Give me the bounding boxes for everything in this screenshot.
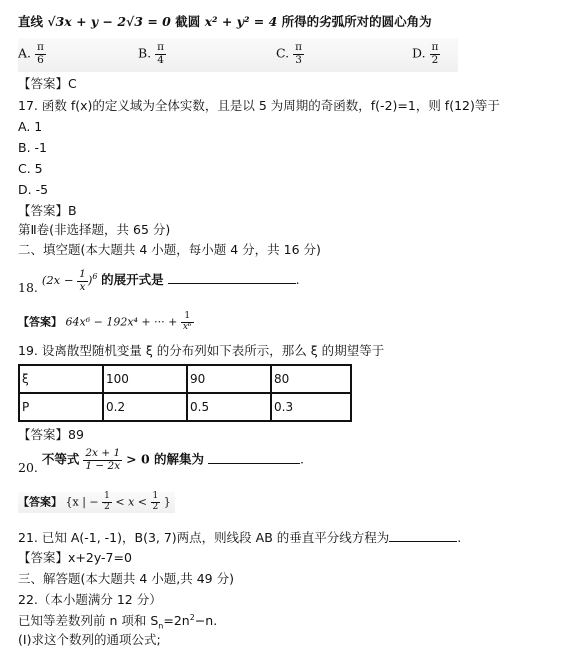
q16-option-d: D. $\frac{\pi}{2}$ bbox=[412, 41, 439, 66]
q20-stem: 20. 不等式 $\frac{2x + 1}{1 - 2x}$ > 0 的解集为 . bbox=[18, 447, 304, 475]
q20-number: 20. bbox=[18, 459, 38, 475]
q17-option-d: D. -5 bbox=[18, 182, 49, 197]
q21-answer-value: x+2y-7=0 bbox=[68, 550, 132, 565]
q18-blank bbox=[168, 271, 296, 284]
table-row bbox=[19, 365, 351, 393]
q17-answer bbox=[18, 203, 77, 218]
q16-option-c: C. $\frac{\pi}{3}$ bbox=[276, 41, 302, 66]
q16-answer-value: C bbox=[68, 76, 77, 91]
q17-answer-value: B bbox=[68, 203, 77, 218]
distribution-table bbox=[18, 364, 352, 422]
q22-part1: (Ⅰ)求这个数列的通项公式; bbox=[18, 632, 161, 647]
q16-options bbox=[18, 38, 458, 72]
q20-answer: 【答案】 {x | − $\frac{1}{2}$ < x < $\frac{1}{2}$ } bbox=[18, 492, 175, 513]
table-cell: 80 bbox=[271, 365, 351, 393]
q20-fraction: $\frac{2x + 1}{1 - 2x}$ bbox=[85, 447, 121, 472]
q16-stem-b: 截圆 bbox=[175, 14, 201, 29]
q20-blank bbox=[208, 451, 300, 464]
q16-stem bbox=[18, 14, 432, 29]
answer-label: 【答案】 bbox=[18, 427, 69, 442]
answer-label: 【答案】 bbox=[18, 203, 69, 218]
q17-stem: 17. 函数 f(x)的定义域为全体实数，且是以 5 为周期的奇函数，f(-2)=1，则 f(12)等于 bbox=[18, 98, 500, 113]
q18-expression: (2x − $\frac{1}{x}$ )$^6$ bbox=[41, 268, 98, 293]
q18-answer: 【答案】 64x⁶ − 192x⁴ + ··· + $\frac{1}{\text{x⁶}}$ bbox=[18, 311, 192, 332]
q19-answer bbox=[18, 427, 84, 442]
q17-option-b: B. -1 bbox=[18, 140, 47, 155]
q21-answer bbox=[18, 550, 132, 565]
answer-label: 【答案】 bbox=[18, 495, 62, 509]
q20-stem-b: > 0 的解集为 bbox=[126, 451, 204, 467]
q22-given: 已知等差数列前 n 项和 $S_n=2n^2-n$. bbox=[18, 613, 218, 631]
q16-answer bbox=[18, 76, 77, 91]
q22-stem: 22.（本小题满分 12 分） bbox=[18, 592, 162, 607]
q21-blank bbox=[389, 529, 457, 542]
answer-label: 【答案】 bbox=[18, 550, 69, 565]
table-cell: P bbox=[19, 393, 103, 421]
answer-label: 【答案】 bbox=[18, 315, 62, 329]
q16-circle-equation: x² + y² = 4 bbox=[204, 14, 278, 29]
q19-answer-value: 89 bbox=[68, 427, 84, 442]
table-cell: 0.3 bbox=[271, 393, 351, 421]
q18-stem-text: 的展开式是 bbox=[101, 272, 164, 288]
q21-stem: 21. 已知 A(-1, -1)，B(3, 7)两点，则线段 AB 的垂直平分线方程为 . bbox=[18, 530, 462, 545]
table-cell: 0.2 bbox=[103, 393, 187, 421]
q18-stem: 18. (2x − $\frac{1}{x}$ )$^6$ 的展开式是 . bbox=[18, 268, 300, 296]
q19-stem: 19. 设离散型随机变量 ξ 的分布列如下表所示，那么 ξ 的期望等于 bbox=[18, 343, 385, 358]
table-cell: ξ bbox=[19, 365, 103, 393]
table-row bbox=[19, 393, 351, 421]
q16-option-b: B. $\frac{\pi}{4}$ bbox=[138, 41, 165, 66]
q20-stem-a: 不等式 bbox=[41, 451, 80, 467]
q16-stem-a: 直线 bbox=[18, 14, 44, 29]
q17-option-c: C. 5 bbox=[18, 161, 43, 176]
q16-stem-c: 所得的劣弧所对的圆心角为 bbox=[281, 14, 432, 29]
q16-option-a: A. $\frac{\pi}{6}$ bbox=[18, 41, 44, 66]
q17-option-a: A. 1 bbox=[18, 119, 43, 134]
table-cell: 0.5 bbox=[187, 393, 271, 421]
q18-number: 18. bbox=[18, 280, 38, 296]
table-cell: 100 bbox=[103, 365, 187, 393]
volume-heading: 第Ⅱ卷(非选择题，共 65 分) bbox=[18, 222, 171, 237]
fill-in-section-heading: 二、填空题(本大题共 4 小题，每小题 4 分，共 16 分) bbox=[18, 242, 321, 257]
solution-section-heading: 三、解答题(本大题共 4 小题,共 49 分) bbox=[18, 571, 234, 586]
q18-answer-expression: 64x⁶ − 192x⁴ + ··· + bbox=[65, 315, 178, 329]
q16-line-equation: √3x + y − 2√3 = 0 bbox=[47, 14, 171, 29]
table-cell: 90 bbox=[187, 365, 271, 393]
answer-label: 【答案】 bbox=[18, 76, 69, 91]
